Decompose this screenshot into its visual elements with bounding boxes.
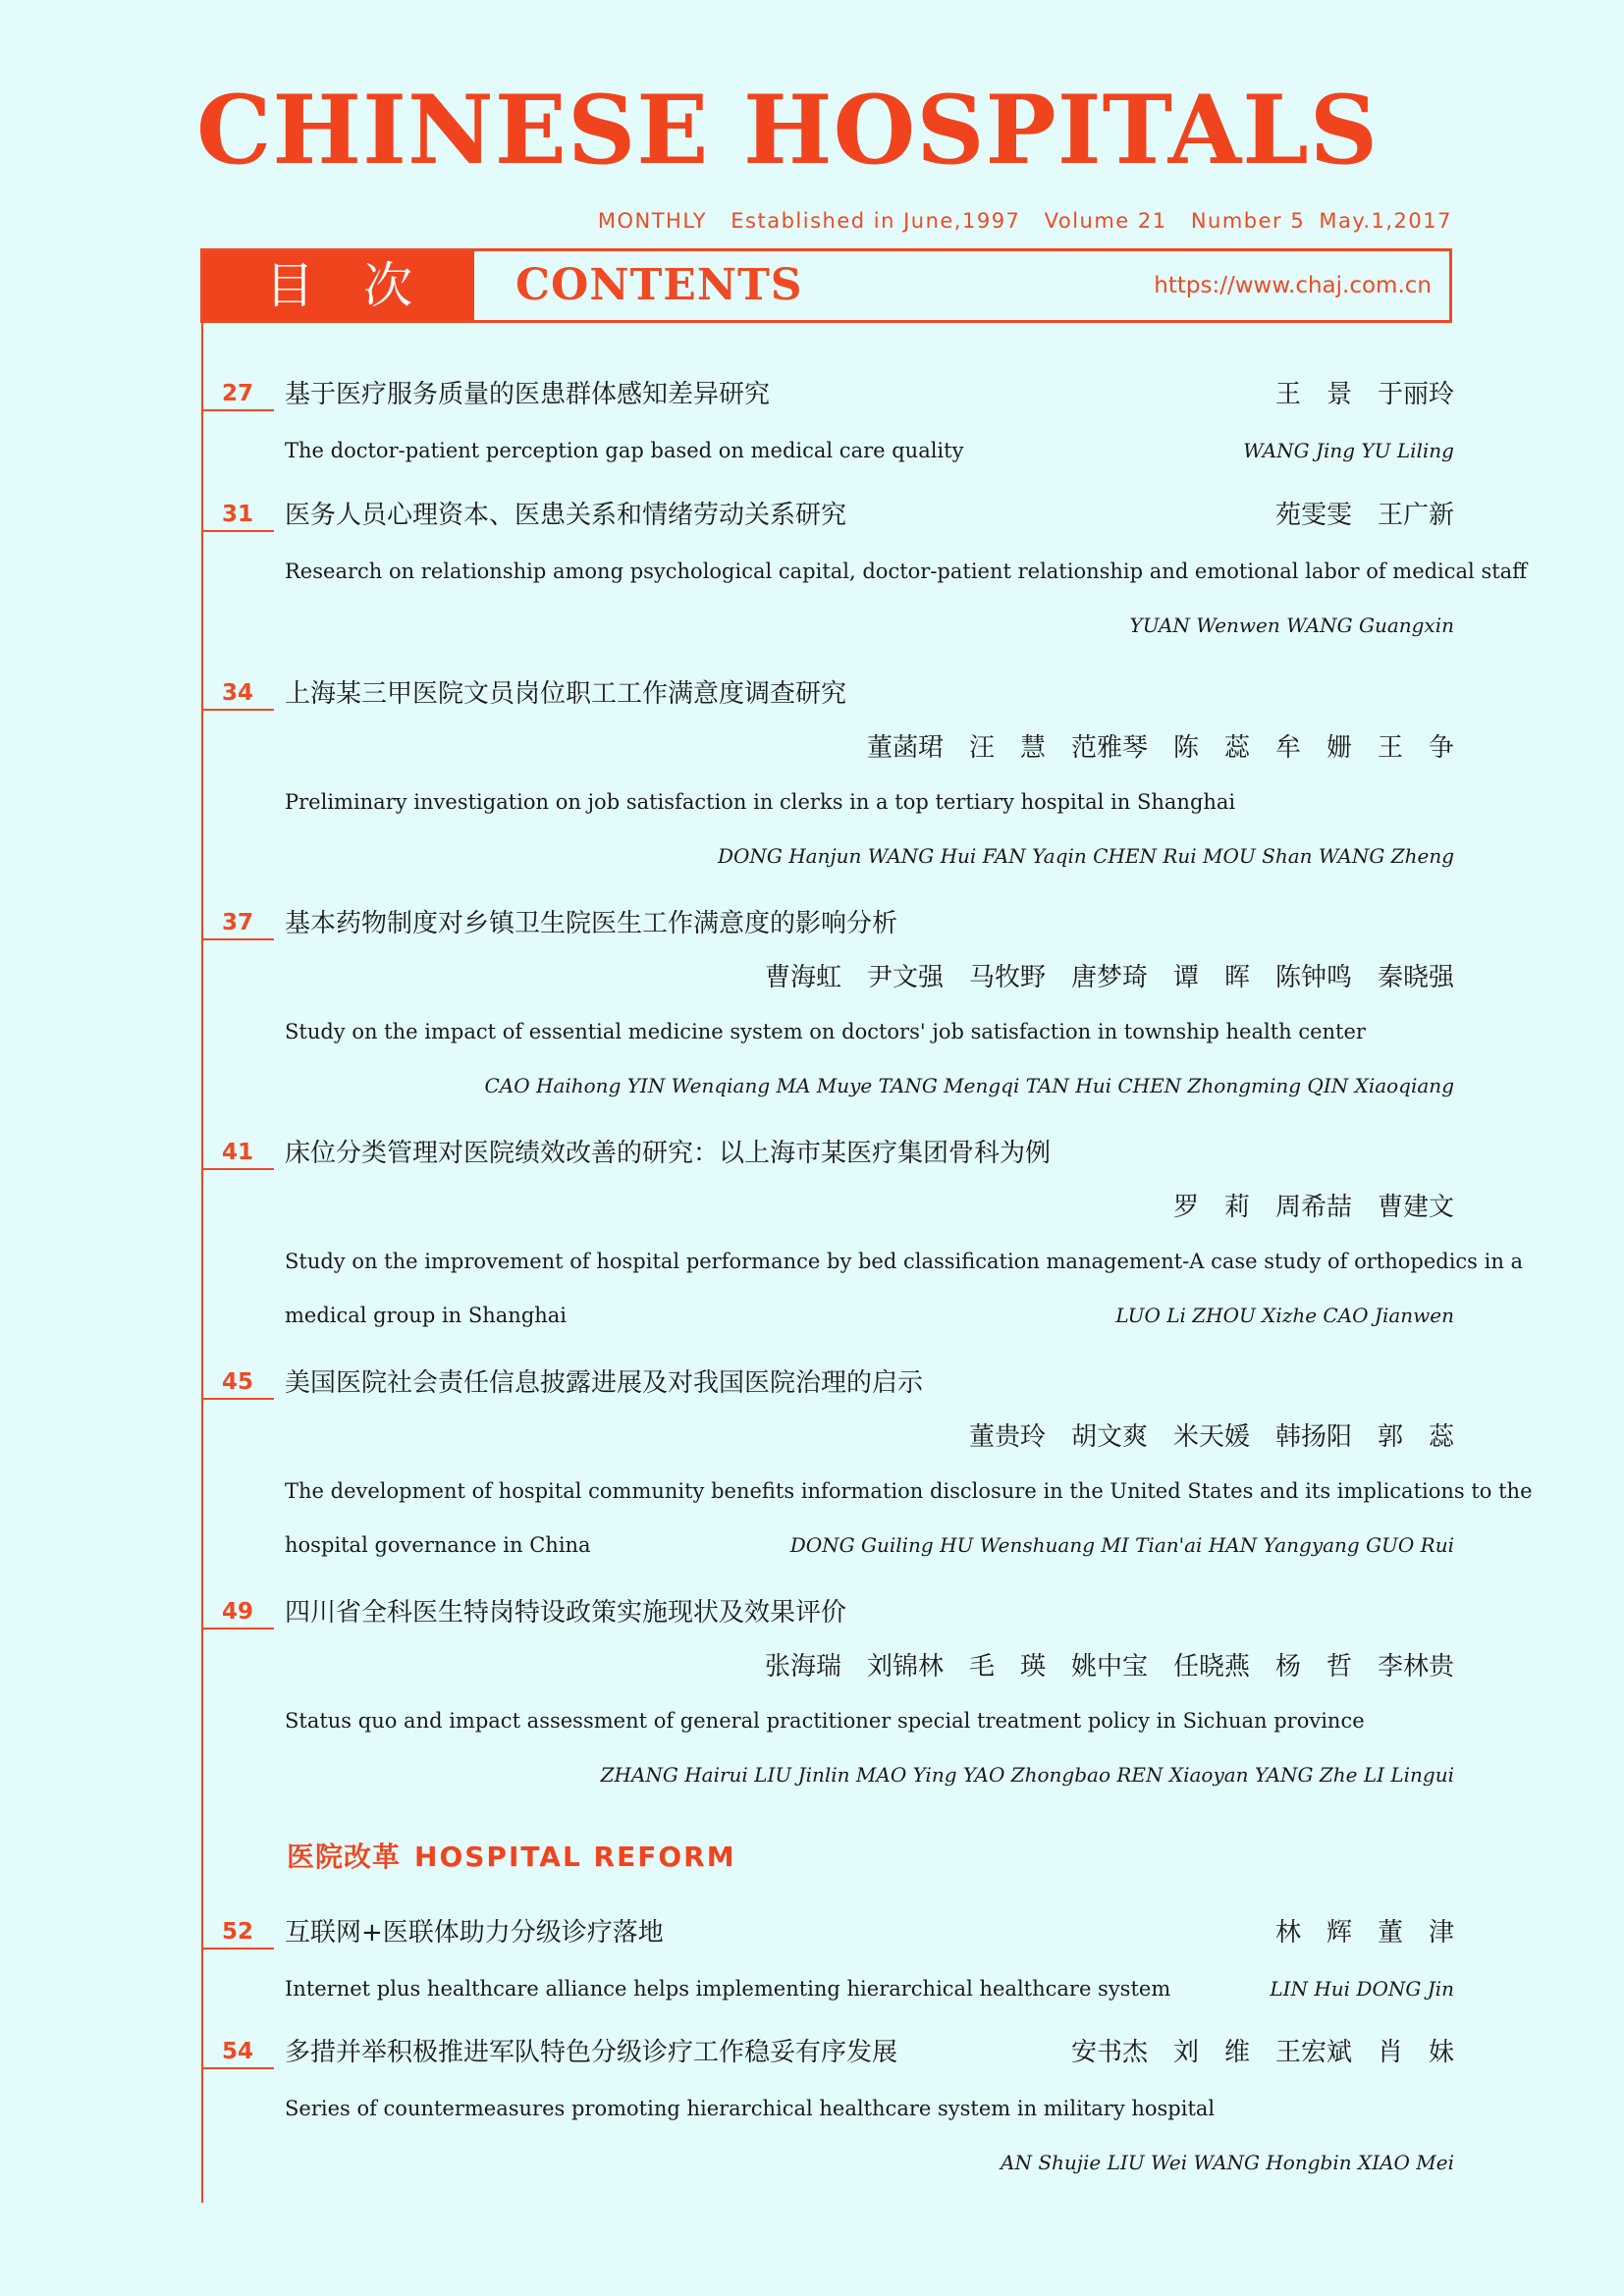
authors-cn: 董贵玲 胡文爽 米天媛 韩扬阳 郭 蕊 xyxy=(968,1422,1454,1452)
article-title-en: Status quo and impact assessment of general practitioner special treatment policy in Sichuan province xyxy=(285,1709,1365,1733)
authors-en: DONG Guiling HU Wenshuang MI Tian'ai HAN Yangyang GUO Rui xyxy=(789,1533,1454,1557)
article-title-en: Series of countermeasures promoting hierarchical healthcare system in military hospital xyxy=(285,2097,1216,2120)
issue-frequency: MONTHLY xyxy=(597,209,708,233)
toc-entry[interactable] xyxy=(201,677,1454,874)
issue-established: Established in June,1997 xyxy=(731,209,1021,233)
page-number: 37 xyxy=(201,907,274,940)
authors-en: AN Shujie LIU Wei WANG Hongbin XIAO Mei xyxy=(1001,2151,1454,2174)
toc-entry[interactable] xyxy=(201,378,1454,486)
section-heading-cn: 医院改革 xyxy=(287,1841,402,1873)
journal-url-link[interactable]: https://www.chaj.com.cn xyxy=(1154,273,1432,298)
toc-entry[interactable] xyxy=(201,1596,1454,1792)
contents-en-label: CONTENTS xyxy=(515,260,803,310)
page-number: 27 xyxy=(201,378,274,411)
article-title-en: Study on the impact of essential medicine system on doctors' job satisfaction in township health center xyxy=(285,1020,1366,1043)
article-title-cn: 四川省全科医生特岗特设政策实施现状及效果评价 xyxy=(285,1598,847,1628)
contents-cn-label: 目次 xyxy=(203,251,474,320)
authors-cn: 安书杰 刘 维 王宏斌 肖 妹 xyxy=(1070,2038,1454,2067)
authors-cn: 曹海虹 尹文强 马牧野 唐梦琦 谭 晖 陈钟鸣 秦晓强 xyxy=(764,963,1454,992)
article-title-en: The doctor-patient perception gap based on medical care quality xyxy=(285,439,964,462)
authors-en: LUO Li ZHOU Xizhe CAO Jianwen xyxy=(1115,1304,1454,1327)
article-title-en: Internet plus healthcare alliance helps implementing hierarchical healthcare system xyxy=(285,1977,1171,2001)
toc-entry[interactable] xyxy=(201,907,1454,1103)
authors-en: YUAN Wenwen WANG Guangxin xyxy=(1129,614,1454,637)
article-title-en-cont: medical group in Shanghai xyxy=(285,1304,568,1327)
page-number: 31 xyxy=(201,499,274,532)
article-title-cn: 医务人员心理资本、医患关系和情绪劳动关系研究 xyxy=(285,501,847,530)
issue-info xyxy=(582,209,1452,233)
authors-cn: 张海瑞 刘锦林 毛 瑛 姚中宝 任晓燕 杨 哲 李林贵 xyxy=(764,1652,1454,1682)
article-title-cn: 互联网+医联体助力分级诊疗落地 xyxy=(285,1918,664,1948)
toc-entry[interactable] xyxy=(201,2036,1454,2193)
page-number: 41 xyxy=(201,1137,274,1170)
page-number: 52 xyxy=(201,1916,274,1949)
authors-cn: 罗 莉 周希喆 曹建文 xyxy=(1172,1193,1454,1222)
authors-en: ZHANG Hairui LIU Jinlin MAO Ying YAO Zhongbao REN Xiaoyan YANG Zhe LI Lingui xyxy=(600,1763,1454,1787)
issue-number: Number 5 xyxy=(1190,209,1306,233)
authors-cn: 林 辉 董 津 xyxy=(1274,1918,1454,1948)
contents-header xyxy=(200,248,1452,323)
toc-entry[interactable] xyxy=(201,499,1528,646)
article-title-cn: 上海某三甲医院文员岗位职工工作满意度调查研究 xyxy=(285,679,847,709)
authors-en: WANG Jing YU Liling xyxy=(1243,439,1454,462)
article-title-en: Research on relationship among psychological capital, doctor-patient relationship and emotional labor of medical staff xyxy=(285,560,1528,583)
page-number: 34 xyxy=(201,677,274,711)
toc-entry[interactable] xyxy=(201,1916,1454,2024)
journal-title: CHINESE HOSPITALS xyxy=(196,75,1380,186)
authors-cn: 董菡珺 汪 慧 范雅琴 陈 蕊 牟 姗 王 争 xyxy=(866,733,1454,763)
article-title-cn: 基本药物制度对乡镇卫生院医生工作满意度的影响分析 xyxy=(285,909,898,938)
article-title-en: Preliminary investigation on job satisfaction in clerks in a top tertiary hospital in Shanghai xyxy=(285,790,1236,814)
page-number: 54 xyxy=(201,2036,274,2069)
article-title-cn: 床位分类管理对医院绩效改善的研究：以上海市某医疗集团骨科为例 xyxy=(285,1139,1052,1168)
toc-entry[interactable] xyxy=(201,1137,1524,1333)
article-title-en: Study on the improvement of hospital performance by bed classification management-A case study of orthopedics in a xyxy=(285,1250,1524,1273)
page-number: 45 xyxy=(201,1366,274,1400)
article-title-cn: 美国医院社会责任信息披露进展及对我国医院治理的启示 xyxy=(285,1368,924,1398)
authors-cn: 苑雯雯 王广新 xyxy=(1274,501,1454,530)
article-title-cn: 多措并举积极推进军队特色分级诊疗工作稳妥有序发展 xyxy=(285,2038,898,2067)
authors-en: CAO Haihong YIN Wenqiang MA Muye TANG Mengqi TAN Hui CHEN Zhongming QIN Xiaoqiang xyxy=(484,1074,1454,1097)
authors-en: DONG Hanjun WANG Hui FAN Yaqin CHEN Rui MOU Shan WANG Zheng xyxy=(717,844,1454,868)
section-heading xyxy=(287,1836,736,1875)
toc-entry[interactable] xyxy=(201,1366,1533,1563)
article-title-en: The development of hospital community benefits information disclosure in the United States and its implications to the xyxy=(285,1479,1533,1503)
authors-cn: 王 景 于丽玲 xyxy=(1274,380,1454,409)
authors-en: LIN Hui DONG Jin xyxy=(1270,1977,1454,2001)
article-title-cn: 基于医疗服务质量的医患群体感知差异研究 xyxy=(285,380,771,409)
issue-date: May.1,2017 xyxy=(1319,209,1452,233)
issue-volume: Volume 21 xyxy=(1044,209,1167,233)
page-number: 49 xyxy=(201,1596,274,1629)
section-heading-en: HOSPITAL REFORM xyxy=(414,1841,736,1873)
article-title-en-cont: hospital governance in China xyxy=(285,1533,591,1557)
